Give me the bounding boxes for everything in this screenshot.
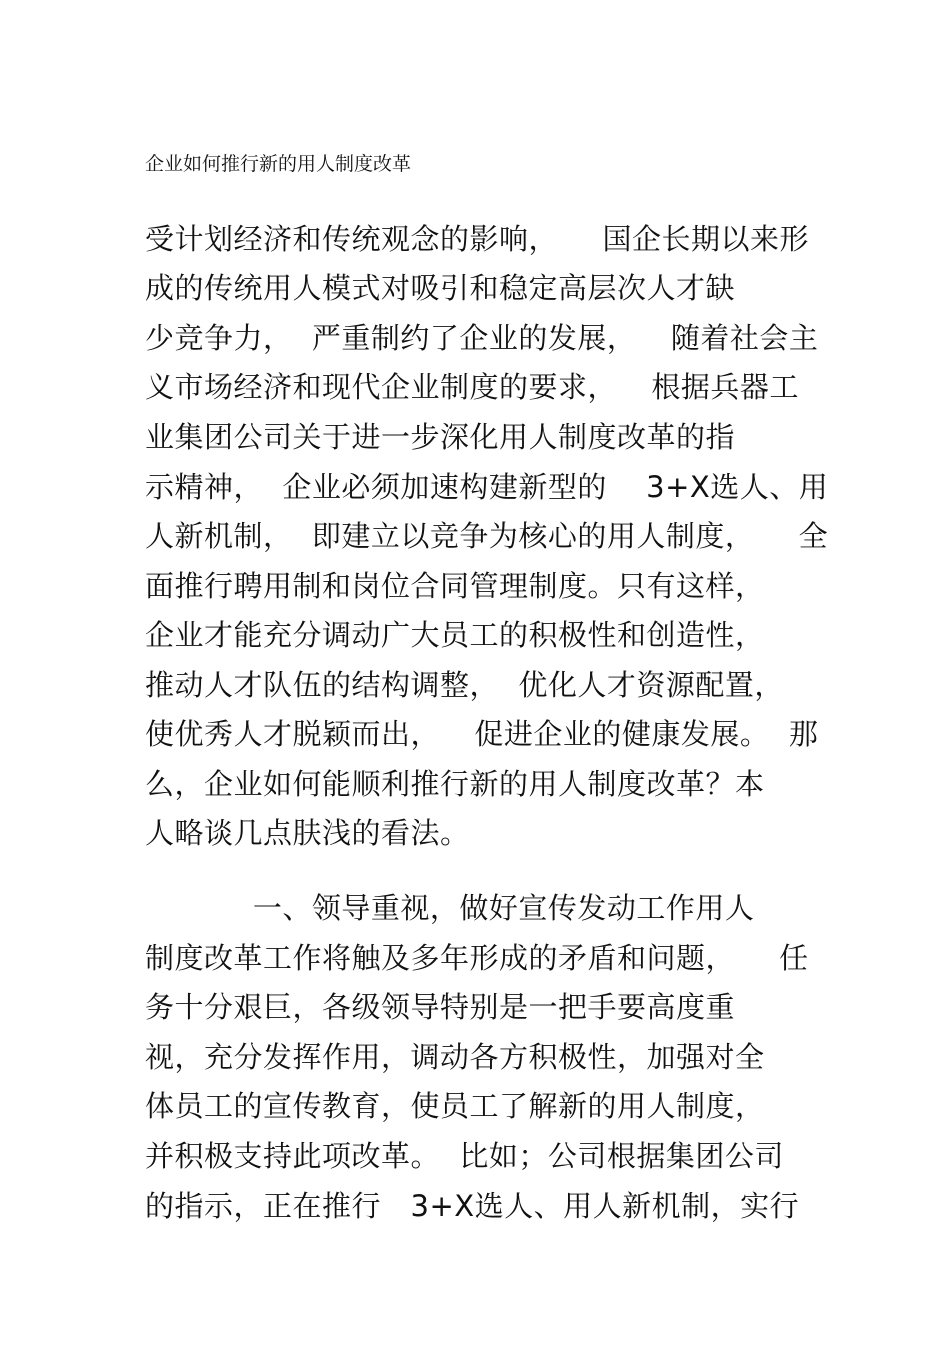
text-line: 面推行聘用制和岗位合同管理制度。只有这样， bbox=[145, 569, 765, 603]
text-line: 制度改革工作将触及多年形成的矛盾和问题， 任 bbox=[145, 941, 809, 975]
text-line: 的指示，正在推行 3+X选人、用人新机制，实行 bbox=[145, 1189, 800, 1223]
text-line: 体员工的宣传教育，使员工了解新的用人制度， bbox=[145, 1089, 765, 1123]
text-line: 少竞争力， 严重制约了企业的发展， 随着社会主 bbox=[145, 321, 819, 355]
text-line: 成的传统用人模式对吸引和稳定高层次人才缺 bbox=[145, 271, 736, 305]
text-line: 推动人才队伍的结构调整， 优化人才资源配置， bbox=[145, 668, 784, 702]
text-line: 企业才能充分调动广大员工的积极性和创造性， bbox=[145, 618, 765, 652]
document-title: 企业如何推行新的用人制度改革 bbox=[145, 153, 412, 175]
text-line: 义市场经济和现代企业制度的要求， 根据兵器工 bbox=[145, 370, 799, 404]
text-line: 并积极支持此项改革。 比如；公司根据集团公司 bbox=[145, 1139, 784, 1173]
text-line: 务十分艰巨，各级领导特别是一把手要高度重 bbox=[145, 990, 736, 1024]
text-line: 人新机制， 即建立以竞争为核心的用人制度， 全 bbox=[145, 519, 829, 553]
text-line: 么，企业如何能顺利推行新的用人制度改革？本 bbox=[145, 767, 765, 801]
text-line: 示精神， 企业必须加速构建新型的 3+X选人、用 bbox=[145, 470, 829, 504]
text-line: 受计划经济和传统观念的影响， 国企长期以来形 bbox=[145, 222, 810, 256]
section-heading-line: 一、领导重视，做好宣传发动工作用人 bbox=[145, 891, 755, 925]
text-line: 使优秀人才脱颖而出， 促进企业的健康发展。 那 bbox=[145, 717, 819, 751]
text-line: 人略谈几点肤浅的看法。 bbox=[145, 816, 470, 850]
text-line: 业集团公司关于进一步深化用人制度改革的指 bbox=[145, 420, 736, 454]
text-line: 视，充分发挥作用，调动各方积极性，加强对全 bbox=[145, 1040, 765, 1074]
